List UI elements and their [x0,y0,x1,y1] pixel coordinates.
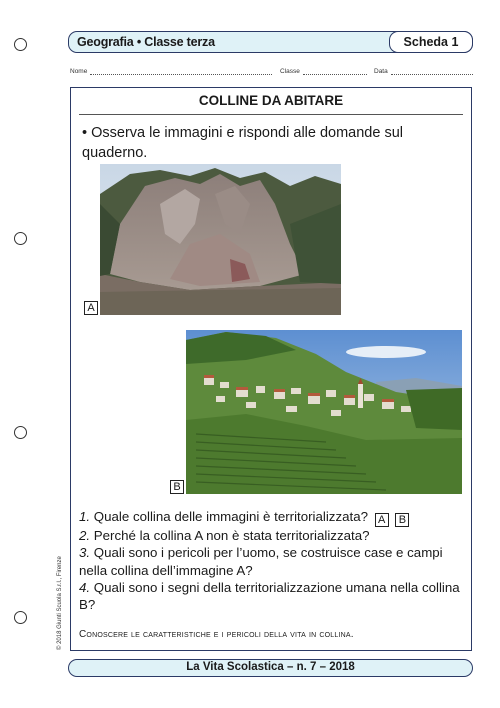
answer-box-a[interactable]: A [375,513,389,527]
name-line [90,68,272,75]
date-field[interactable] [374,68,473,75]
image-b-village-hill [186,330,462,494]
name-label: Nome [70,68,88,75]
instruction-text: • Osserva le immagini e rispondi alle domande sul quaderno. [82,125,404,161]
date-label: Data [374,68,388,75]
binder-hole-3 [14,426,27,439]
binder-hole-4 [14,611,27,624]
question-1: 1. Quale collina delle immagini è territorializzata? A B [79,508,469,527]
worksheet-title: COLLINE DA ABITARE [198,93,344,108]
learning-objective: Conoscere le caratteristiche e i pericoli della vita in collina. [79,629,354,640]
image-a-label: A [84,301,98,315]
sheet-badge: Scheda 1 [389,31,473,53]
footer-bar [68,659,473,677]
answer-box-b[interactable]: B [395,513,409,527]
questions-list [79,508,469,613]
binder-hole-2 [14,232,27,245]
image-b-label: B [170,480,184,494]
class-field[interactable] [280,68,367,75]
header-subject: Geografia • Classe terza [77,35,215,49]
class-label: Classe [280,68,300,75]
question-3: 3. Quali sono i pericoli per l’uomo, se costruisce case e campi nella collina dell’immagine A? [79,545,443,578]
question-4: 4. Quali sono i segni della territorializzazione umana nella collina B? [79,579,460,613]
date-line [391,68,473,75]
worksheet-frame [70,87,472,651]
image-a-rocky-hill [100,164,341,315]
binder-hole-1 [14,38,27,51]
copyright-notice: © 2018 Giunti Scuola S.r.l., Firenze [57,556,63,650]
header-bar [68,31,473,53]
footer-publication: La Vita Scolastica – n. 7 – 2018 [186,661,355,673]
student-fields [70,66,474,80]
question-2: 2. Perché la collina A non è stata territorializzata? [79,528,370,543]
class-line [303,68,367,75]
title-divider [79,114,463,115]
name-field[interactable] [70,68,272,75]
